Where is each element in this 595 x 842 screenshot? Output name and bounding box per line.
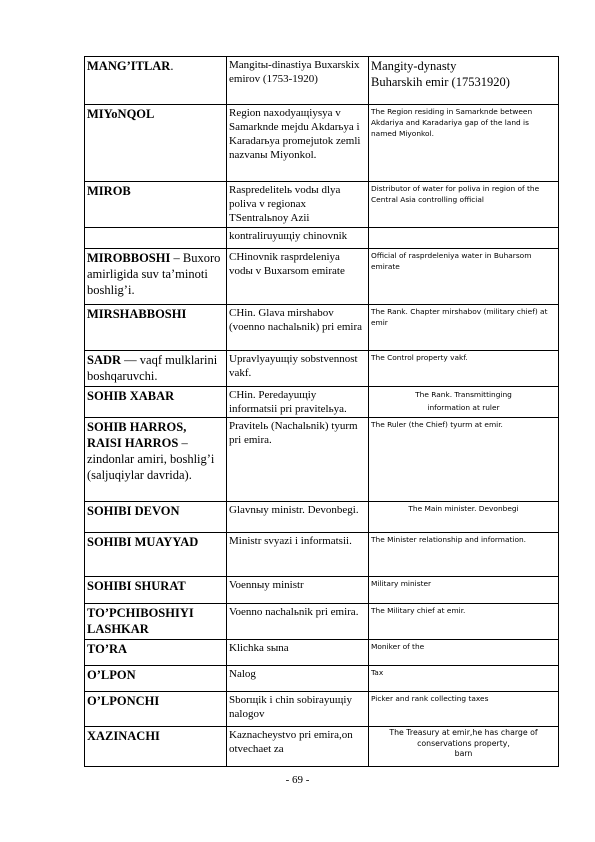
table-row: [85, 182, 559, 228]
term-cell: SOHIB HARROS, RAISI HARROS – zindonlar amiri, boshlig’i (saljuqiylar davrida).: [85, 418, 227, 502]
english-cell: The Minister relationship and information.: [369, 533, 559, 577]
table-row: [85, 577, 559, 604]
term-cell: SOHIBI SHURAT: [85, 577, 227, 604]
russian-cell: kontraliruyuщiy chinovnik: [227, 228, 369, 249]
table-row: [85, 105, 559, 182]
russian-cell: Pravitelь (Nachalьnik) tyurm pri emira.: [227, 418, 369, 502]
term-cell: TO’RA: [85, 640, 227, 666]
russian-cell: CHin. Glava mirshabov (voenno nachalьnik) pri emira: [227, 305, 369, 351]
term-cell: SOHIBI MUAYYAD: [85, 533, 227, 577]
english-cell: The Military chief at emir.: [369, 604, 559, 640]
english-cell: Tax: [369, 666, 559, 692]
term-cell: MANG’ITLAR.: [85, 57, 227, 105]
english-cell: The Rank. Transmittinging information at ruler: [369, 387, 559, 418]
table-row: [85, 727, 559, 767]
term-cell: SADR — vaqf mulklarini boshqaruvchi.: [85, 351, 227, 387]
table-row: [85, 418, 559, 502]
russian-cell: Mangitы-dinastiya Buxarskix emirov (1753-1920): [227, 57, 369, 105]
term-cell: O’LPONCHI: [85, 692, 227, 727]
english-cell: Picker and rank collecting taxes: [369, 692, 559, 727]
english-cell: The Ruler (the Chief) tyurm at emir.: [369, 418, 559, 502]
english-cell: Military minister: [369, 577, 559, 604]
page-number: - 69 -: [285, 774, 310, 786]
english-cell: The Main minister. Devonbegi: [369, 502, 559, 533]
table-row: [85, 502, 559, 533]
term-cell: O’LPON: [85, 666, 227, 692]
english-cell: Moniker of the: [369, 640, 559, 666]
russian-cell: Sborщik i chin sobirayuщiy nalogov: [227, 692, 369, 727]
russian-cell: Raspredelitelь vodы dlya poliva v regionax TSentralьnoy Azii: [227, 182, 369, 228]
russian-cell: Klichka sыna: [227, 640, 369, 666]
table-row: [85, 249, 559, 305]
term-cell: SOHIBI DEVON: [85, 502, 227, 533]
russian-cell: Ministr svyazi i informatsii.: [227, 533, 369, 577]
table-row: [85, 57, 559, 105]
english-cell: [369, 228, 559, 249]
russian-cell: Kaznacheystvo pri emira,on otvechaet za: [227, 727, 369, 767]
glossary-table: [84, 56, 559, 767]
term-cell: XAZINACHI: [85, 727, 227, 767]
russian-cell: Voenno nachalьnik pri emira.: [227, 604, 369, 640]
table-row: [85, 640, 559, 666]
english-cell: Mangity-dynasty Buharskih emir (17531920): [369, 57, 559, 105]
table-row: [85, 351, 559, 387]
english-cell: The Treasury at emir,he has charge of conservations property, barn: [369, 727, 559, 767]
english-cell: The Rank. Chapter mirshabov (military chief) at emir: [369, 305, 559, 351]
russian-cell: Region naxodyaщiysya v Samarknde mejdu Akdarьya i Karadarьya promejutok zemli nazvanы Miyonkol.: [227, 105, 369, 182]
term-cell: MIYoNQOL: [85, 105, 227, 182]
russian-cell: CHinovnik rasprdeleniya vodы v Buxarsom emirate: [227, 249, 369, 305]
term-cell: [85, 228, 227, 249]
term-cell: MIRSHABBOSHI: [85, 305, 227, 351]
english-cell: The Control property vakf.: [369, 351, 559, 387]
russian-cell: Glavnыy ministr. Devonbegi.: [227, 502, 369, 533]
table-row: [85, 387, 559, 418]
russian-cell: Voennыy ministr: [227, 577, 369, 604]
term-cell: TO’PCHIBOSHIYI LASHKAR: [85, 604, 227, 640]
russian-cell: Upravlyayuщiy sobstvennost vakf.: [227, 351, 369, 387]
russian-cell: Nalog: [227, 666, 369, 692]
table-row: [85, 533, 559, 577]
russian-cell: CHin. Peredayuщiy informatsii pri pravitelьya.: [227, 387, 369, 418]
term-cell: MIROBBOSHI – Buxoro amirligida suv ta’minoti boshlig’i.: [85, 249, 227, 305]
table-row: [85, 604, 559, 640]
table-row: [85, 666, 559, 692]
english-cell: Distributor of water for poliva in region of the Central Asia controlling official: [369, 182, 559, 228]
table-row: [85, 305, 559, 351]
table-row: [85, 228, 559, 249]
table-row: [85, 692, 559, 727]
english-cell: Official of rasprdeleniya water in Buharsom emirate: [369, 249, 559, 305]
english-cell: The Region residing in Samarknde between Akdariya and Karadariya gap of the land is named Miyonkol.: [369, 105, 559, 182]
term-cell: MIROB: [85, 182, 227, 228]
term-cell: SOHIB XABAR: [85, 387, 227, 418]
